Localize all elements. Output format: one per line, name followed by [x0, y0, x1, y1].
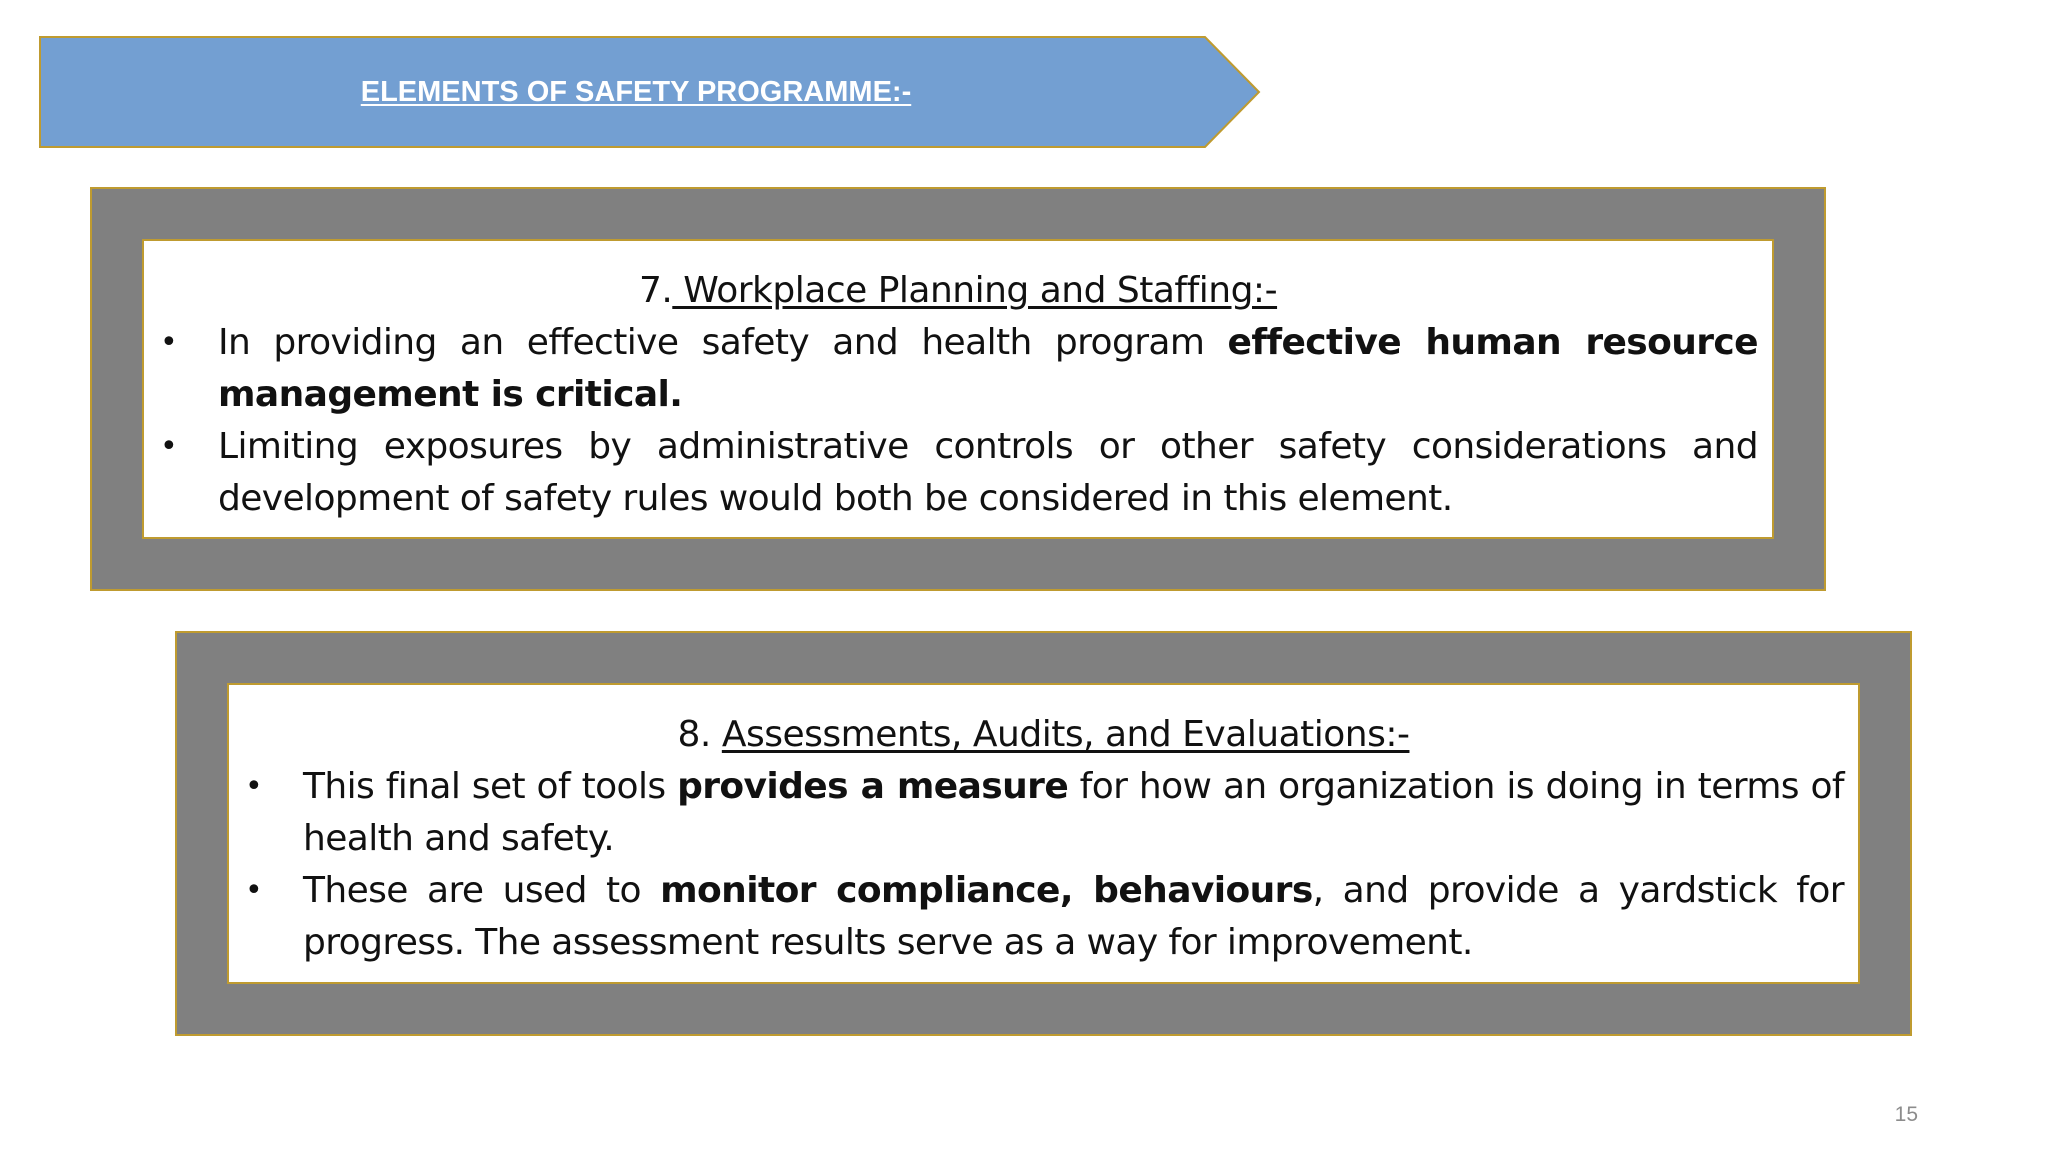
bullet-text: These are used to	[303, 870, 661, 911]
bullet-item	[243, 865, 1844, 969]
title-banner	[39, 36, 1261, 148]
section-number: 8.	[677, 714, 722, 755]
page-number: 15	[1894, 1103, 1918, 1126]
bullet-text: , and provide a yardstick for progress. The assessment results serve as a way for improvement.	[303, 870, 1845, 963]
bullet-text-bold: monitor compliance, behaviours	[660, 870, 1313, 911]
section-panel-8	[175, 631, 1912, 1036]
section-heading-7	[158, 265, 1758, 317]
bullet-icon: •	[160, 325, 178, 360]
section-heading-8	[243, 709, 1844, 761]
bullet-icon: •	[160, 429, 178, 464]
section-title: Assessments, Audits, and Evaluations:-	[721, 714, 1410, 755]
bullet-item	[158, 421, 1758, 525]
section-number: 7.	[638, 270, 673, 311]
bullet-icon: •	[245, 769, 263, 804]
bullet-text: Limiting exposures by administrative controls or other safety considerations and development of safety rules would both be considered in this element.	[218, 426, 1758, 519]
slide-title: ELEMENTS OF SAFETY PROGRAMME:-	[360, 75, 912, 108]
bullet-text-bold: provides a measure	[677, 766, 1069, 807]
bullet-list-7	[158, 317, 1758, 525]
bullet-text: for how an organization is doing in terms of health and safety.	[303, 766, 1844, 859]
bullet-text: In providing an effective safety and health program	[218, 322, 1228, 363]
bullet-list-8	[243, 761, 1844, 969]
section-panel-7	[90, 187, 1826, 591]
bullet-item	[158, 317, 1758, 421]
section-content-7	[142, 239, 1774, 539]
bullet-text: This final set of tools	[303, 766, 678, 807]
bullet-text-bold: effective human resource management is critical.	[218, 322, 1758, 415]
section-content-8	[227, 683, 1860, 984]
bullet-icon: •	[245, 873, 263, 908]
section-title: Workplace Planning and Staffing:-	[672, 270, 1278, 311]
bullet-item	[243, 761, 1844, 865]
